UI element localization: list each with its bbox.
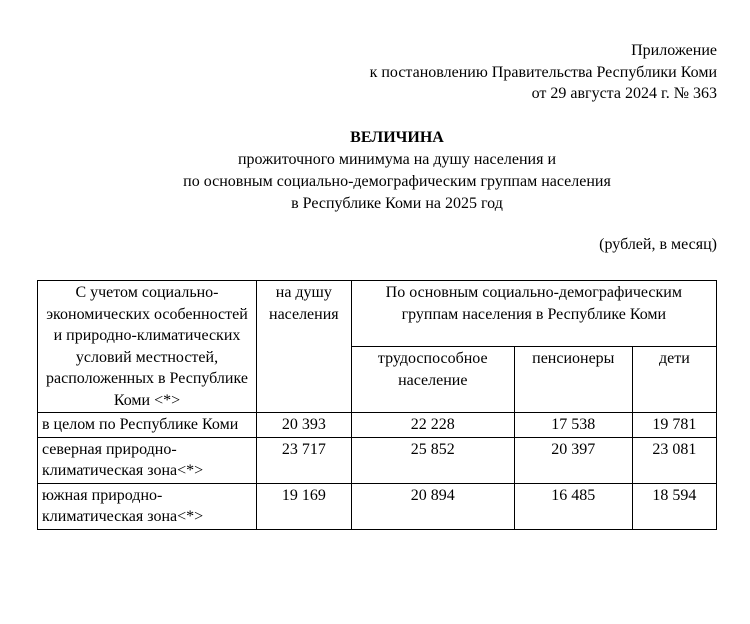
cell-working: 20 894 [351, 483, 514, 529]
appendix-decree: к постановлению Правительства Республики Коми [369, 63, 717, 81]
subsistence-table [37, 280, 717, 530]
header-children: дети [632, 347, 716, 413]
cell-pensioners: 16 485 [514, 483, 632, 529]
cell-per-capita: 23 717 [256, 437, 351, 483]
row-label: в целом по Республике Коми [38, 413, 257, 438]
cell-working: 22 228 [351, 413, 514, 438]
table-row [38, 413, 717, 438]
table-row [38, 483, 717, 529]
table-row [38, 437, 717, 483]
cell-pensioners: 20 397 [514, 437, 632, 483]
appendix-date: от 29 августа 2024 г. № 363 [531, 85, 717, 102]
header-pensioners: пенсионеры [514, 347, 632, 413]
units-note: (рублей, в месяц) [599, 236, 717, 253]
title-heading: ВЕЛИЧИНА [350, 129, 444, 146]
cell-per-capita: 20 393 [256, 413, 351, 438]
title-line-2: по основным социально-демографическим группам населения [183, 173, 611, 190]
title-line-3: в Республике Коми на 2025 год [291, 195, 503, 212]
cell-children: 18 594 [632, 483, 716, 529]
appendix-label: Приложение [631, 42, 717, 59]
document-title [0, 127, 750, 215]
cell-working: 25 852 [351, 437, 514, 483]
appendix-header [370, 40, 717, 105]
cell-children: 19 781 [632, 413, 716, 438]
cell-per-capita: 19 169 [256, 483, 351, 529]
row-label: южная природно-климатическая зона<*> [38, 483, 257, 529]
cell-children: 23 081 [632, 437, 716, 483]
header-region: С учетом социально-экономических особенностей и природно-климатических условий местностей, расположенных в Республике Коми <*> [38, 281, 257, 413]
header-working: трудоспособное население [351, 347, 514, 413]
header-groups: По основным социально-демографическим группам населения в Республике Коми [351, 281, 716, 347]
row-label: северная природно-климатическая зона<*> [38, 437, 257, 483]
table-header-row [38, 281, 717, 347]
cell-pensioners: 17 538 [514, 413, 632, 438]
title-line-1: прожиточного минимума на душу населения и [237, 151, 557, 168]
header-per-capita: на душу населения [256, 281, 351, 413]
